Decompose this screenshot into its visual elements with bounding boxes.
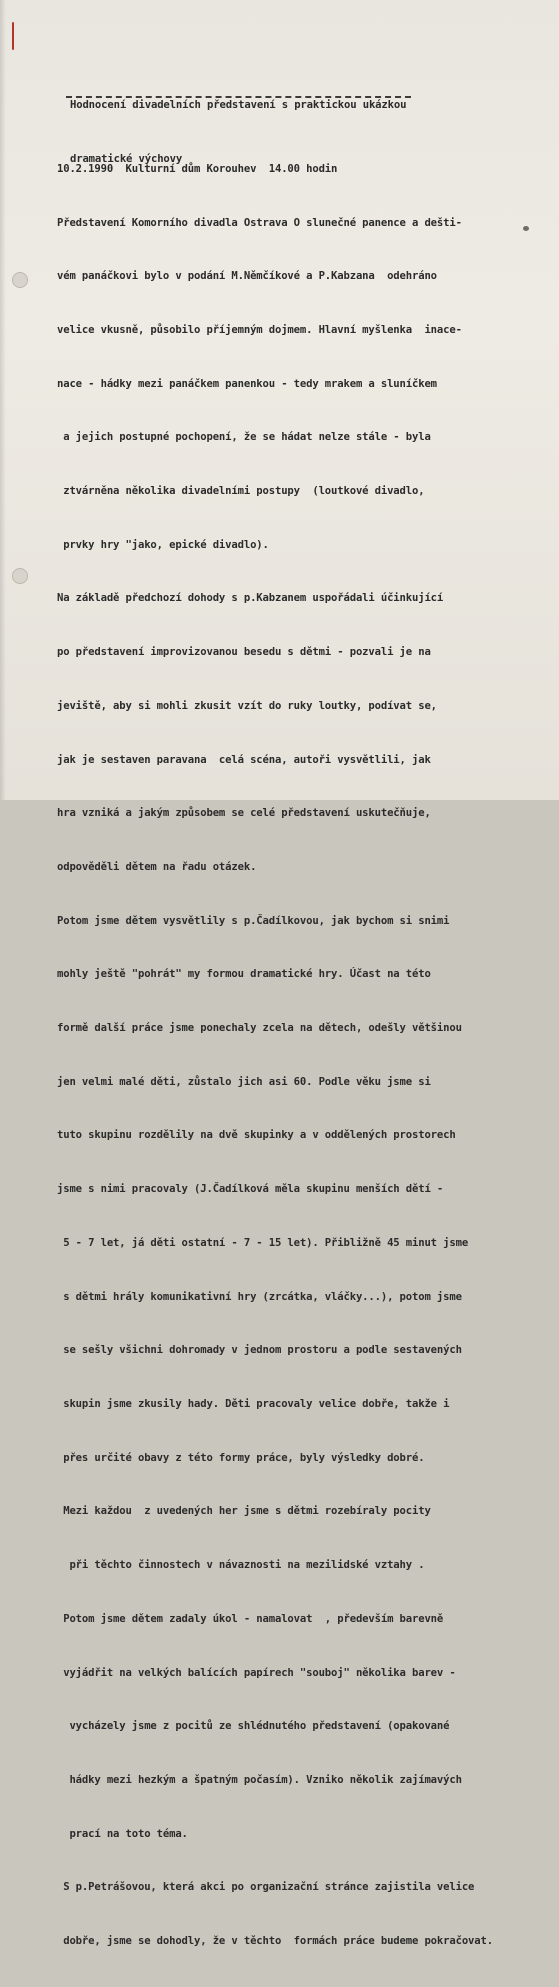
body-line: Na základě předchozí dohody s p.Kabzanem uspořádali účinkující (57, 592, 444, 605)
body-line: a jejich postupné pochopení, že se hádat nelze stále - byla (57, 431, 431, 444)
body-line: Mezi každou z uvedených her jsme s dětmi rozebíraly pocity (57, 1505, 431, 1518)
title-line: Hodnocení divadelních představení s praktickou ukázkou (70, 99, 407, 111)
body-line: přes určité obavy z této formy práce, byly výsledky dobré. (57, 1451, 425, 1464)
body-line: s dětmi hrály komunikativní hry (zrcátka, vláčky...), potom jsme (57, 1290, 462, 1303)
body-line: skupin jsme zkusily hady. Děti pracovaly velice dobře, takže i (57, 1397, 450, 1410)
body-line: hádky mezi hezkým a špatným počasím). Vzniko několik zajímavých (57, 1773, 462, 1786)
body-line: jak je sestaven paravana celá scéna, autoři vysvětlili, jak (57, 753, 431, 766)
body-line: Potom jsme dětem zadaly úkol - namalovat , především barevně (57, 1612, 444, 1625)
body-line: tuto skupinu rozdělily na dvě skupinky a v oddělených prostorech (57, 1129, 456, 1142)
body-line: jeviště, aby si mohli zkusit vzít do ruky loutky, podívat se, (57, 699, 437, 712)
red-margin-mark (12, 22, 14, 50)
title-line: dramatické výchovy (70, 153, 183, 165)
body-line: dobře, jsme se dohodly, že v těchto formách práce budeme pokračovat. (57, 1935, 493, 1948)
body-line: prací na toto téma. (57, 1827, 188, 1840)
title-underline-rule (66, 96, 411, 101)
body-line: jsme s nimi pracovaly (J.Čadílková měla skupinu menších dětí - (57, 1183, 444, 1196)
body-line: 5 - 7 let, já děti ostatní - 7 - 15 let). Přibližně 45 minut jsme (57, 1236, 469, 1249)
punch-hole (12, 272, 28, 288)
page-edge-shadow (0, 0, 6, 800)
body-line: mohly ještě "pohrát" my formou dramatické hry. Účast na této (57, 968, 431, 981)
body-line: prvky hry "jako, epické divadlo). (57, 538, 269, 551)
punch-hole (12, 568, 28, 584)
body-line: velice vkusně, působilo příjemným dojmem. Hlavní myšlenka inace- (57, 323, 462, 336)
body-line: formě další práce jsme ponechaly zcela na dětech, odešly většinou (57, 1022, 462, 1035)
body-line: hra vzniká a jakým způsobem se celé představení uskutečňuje, (57, 807, 431, 820)
document-body (57, 125, 552, 1987)
body-line: vycházely jsme z pocitů ze shlédnutého představení (opakované (57, 1720, 450, 1733)
body-line: při těchto činnostech v návaznosti na mezilidské vztahy . (57, 1559, 425, 1572)
body-line: 10.2.1990 Kulturní dům Korouhev 14.00 hodin (57, 162, 338, 175)
body-line: Představení Komorního divadla Ostrava O slunečné panence a dešti- (57, 216, 462, 229)
body-line: odpověděli dětem na řadu otázek. (57, 860, 257, 873)
body-line: Potom jsme dětem vysvětlily s p.Čadílkovou, jak bychom si snimi (57, 914, 450, 927)
body-line: vyjádřit na velkých balících papírech "souboj" několika barev - (57, 1666, 456, 1679)
body-line: se sešly všichni dohromady v jednom prostoru a podle sestavených (57, 1344, 462, 1357)
body-line: po představení improvizovanou besedu s dětmi - pozvali je na (57, 646, 431, 659)
body-line: jen velmi malé děti, zůstalo jich asi 60. Podle věku jsme si (57, 1075, 431, 1088)
body-line: vém panáčkovi bylo v podání M.Němčíkové a P.Kabzana odehráno (57, 270, 437, 283)
body-line: nace - hádky mezi panáčkem panenkou - tedy mrakem a sluníčkem (57, 377, 437, 390)
body-line: S p.Petrášovou, která akci po organizační stránce zajistila velice (57, 1881, 475, 1894)
body-line: ztvárněna několika divadelními postupy (loutkové divadlo, (57, 485, 425, 498)
